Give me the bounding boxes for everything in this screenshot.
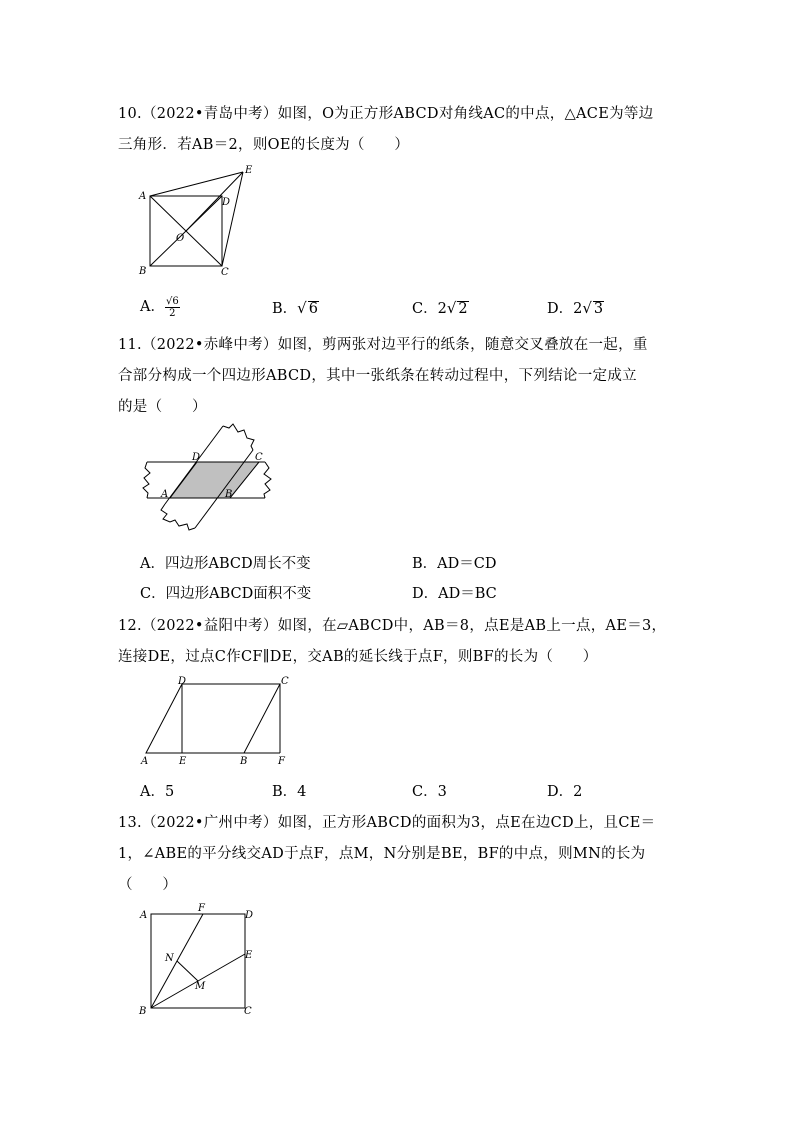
q10-option-c: C．2√ 2 <box>412 299 468 317</box>
q13-label-c: C <box>244 1006 252 1017</box>
q11-strip2-bottom-torn <box>161 504 195 530</box>
q11-figure <box>137 418 277 543</box>
q13-line-2: 1，∠ABE的平分线交AD于点F，点M，N分别是BE，BF的中点，则MN的长为 <box>118 846 646 862</box>
q12-label-b: B <box>240 756 248 767</box>
q13-line-1: 13.（2022•广州中考）如图，正方形ABCD的面积为3，点E在边CD上，且CE＝ <box>118 815 656 831</box>
q13-label-d: D <box>245 910 254 921</box>
q11-line-2: 合部分构成一个四边形ABCD，其中一张纸条在转动过程中，下列结论一定成立 <box>118 368 637 384</box>
q13-label-e: E <box>245 950 253 961</box>
q10-line-1: 10.（2022•青岛中考）如图，O为正方形ABCD对角线AC的中点，△ACE为等边 <box>118 106 654 122</box>
q12-label-e: E <box>179 756 187 767</box>
q11-strip2-top-torn <box>223 424 254 450</box>
q10-option-a: A． $\frac{√6}{2}$ <box>140 295 179 319</box>
q11-option-c: C．四边形ABCD面积不变 <box>140 586 312 602</box>
q12-label-f: F <box>278 756 285 767</box>
q12-label-a: A <box>141 756 149 767</box>
q10-line-2: 三角形．若AB＝2，则OE的长度为（ ） <box>118 137 410 153</box>
q13-segment-mn <box>177 961 198 981</box>
q10-label-c: C <box>221 267 229 278</box>
q13-figure <box>135 900 265 1020</box>
q11-line-3: 的是（ ） <box>118 399 207 415</box>
q10-label-e: E <box>245 165 253 176</box>
q11-option-a: A．四边形ABCD周长不变 <box>140 556 311 572</box>
q13-label-b: B <box>139 1006 147 1017</box>
q12-label-d: D <box>178 676 187 687</box>
q11-label-a: A <box>161 489 169 500</box>
q11-option-b: B．AD＝CD <box>412 556 497 572</box>
q10-segment-ae <box>150 172 243 196</box>
q12-option-d: D．2 <box>547 784 583 800</box>
q11-label-b: B <box>225 489 233 500</box>
q13-label-m: M <box>195 981 206 992</box>
q11-strip1-left-torn <box>143 462 150 498</box>
q12-label-c: C <box>281 676 289 687</box>
q10-label-b: B <box>139 266 147 277</box>
q12-option-c: C．3 <box>412 784 447 800</box>
q11-strip1-right-torn <box>264 462 271 498</box>
q12-option-b: B．4 <box>272 784 307 800</box>
q12-line-1: 12.（2022•益阳中考）如图，在▱ABCD中，AB＝8，点E是AB上一点，AE＝3， <box>118 618 667 634</box>
q10-label-a: A <box>139 191 147 202</box>
q10-option-a-numerator: √6 <box>165 295 179 307</box>
q10-segment-oe <box>186 172 243 231</box>
q11-label-c: C <box>255 452 263 463</box>
q10-label-d: D <box>222 197 231 208</box>
q13-label-f: F <box>198 903 205 914</box>
q10-option-d: D．2√ 3 <box>547 299 604 317</box>
q12-figure <box>138 672 298 772</box>
q10-segment-ec <box>222 172 243 266</box>
q13-label-a: A <box>140 910 148 921</box>
q10-option-b: B．√ 6 <box>272 299 318 317</box>
q12-parallelogram <box>146 684 280 753</box>
q10-figure <box>135 163 265 278</box>
q13-label-n: N <box>165 953 174 964</box>
q11-line-1: 11.（2022•赤峰中考）如图，剪两张对边平行的纸条，随意交叉叠放在一起，重 <box>118 337 648 353</box>
q10-label-o: O <box>176 233 185 244</box>
q12-option-a: A．5 <box>140 784 175 800</box>
q10-option-a-denominator: 2 <box>169 307 176 319</box>
q13-line-3: （ ） <box>118 877 178 893</box>
q12-line-2: 连接DE，过点C作CF∥DE，交AB的延长线于点F，则BF的长为（ ） <box>118 649 598 665</box>
q11-label-d: D <box>192 452 201 463</box>
q11-option-d: D．AD＝BC <box>412 586 497 602</box>
